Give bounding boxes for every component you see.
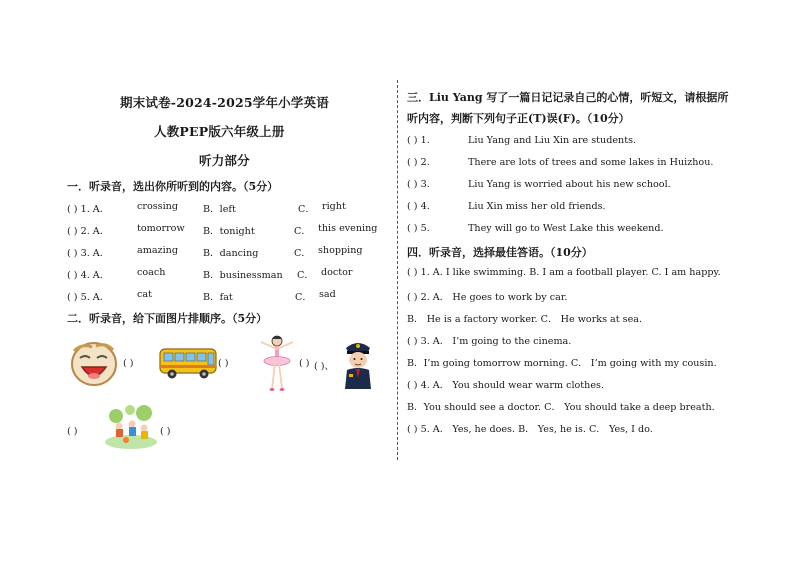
option-c-label: C． [298, 204, 315, 215]
column-divider [397, 80, 398, 460]
statement-text: There are lots of trees and some lakes in Huizhou. [468, 157, 714, 168]
question-line: ( ) 2. A． He goes to work by car. [407, 292, 568, 303]
option-c: this evening [318, 223, 378, 234]
question-line: B． He is a factory worker. C． He works at sea. [407, 314, 643, 325]
listening-section-title: 听力部分 [199, 153, 250, 168]
question-line: B．You should see a doctor. C． You should take a deep breath. [407, 402, 715, 413]
picture-answer-blank[interactable]: ( )、 [314, 361, 335, 372]
option-b: B．dancing [203, 248, 259, 259]
question-line: ( ) 5. A． Yes, he does. B． Yes, he is. C． Yes, I do. [407, 424, 653, 435]
laughing-face-picture [66, 337, 120, 389]
option-b: B．fat [203, 292, 233, 303]
picture-answer-blank[interactable]: ( ) [218, 358, 229, 369]
option-c: right [322, 201, 346, 212]
part3-heading: 三．Liu Yang 写了一篇日记记录自己的心情，听短文，请根据所 [407, 91, 729, 104]
picture-answer-blank[interactable]: ( ) [67, 426, 78, 437]
police-officer-picture [340, 338, 376, 390]
option-b: B．left [203, 204, 236, 215]
option-c-label: C． [294, 226, 311, 237]
ballet-dancer-picture [255, 334, 299, 392]
children-playing-picture [104, 404, 158, 450]
picture-answer-blank[interactable]: ( ) [123, 358, 134, 369]
option-b: B．businessman [203, 270, 283, 281]
exam-title: 期末试卷-2024-2025学年小学英语 [120, 95, 329, 110]
option-a: coach [137, 267, 166, 278]
statement-text: They will go to West Lake this weekend. [468, 223, 664, 234]
question-line: B．I’m going tomorrow morning. C． I’m going with my cousin. [407, 358, 717, 369]
answer-blank[interactable]: ( ) 2. A． [67, 226, 110, 237]
question-line: ( ) 4. A． You should wear warm clothes. [407, 380, 604, 391]
statement-text: Liu Xin miss her old friends. [468, 201, 606, 212]
picture-answer-blank[interactable]: ( ) [299, 358, 310, 369]
answer-blank[interactable]: ( ) 4. [407, 201, 430, 212]
answer-blank[interactable]: ( ) 4. A． [67, 270, 110, 281]
part1-heading: 一．听录音，选出你所听到的内容。（5分） [67, 180, 279, 193]
option-c-label: C． [294, 248, 311, 259]
option-c: doctor [321, 267, 353, 278]
answer-blank[interactable]: ( ) 1. A． [67, 204, 110, 215]
picture-answer-blank[interactable]: ( ) [160, 426, 171, 437]
option-a: crossing [137, 201, 178, 212]
part2-heading: 二．听录音，给下面图片排顺序。（5分） [67, 312, 268, 325]
part4-heading: 四．听录音，选择最佳答语。（10分） [407, 246, 593, 259]
school-bus-picture [158, 346, 218, 380]
question-line: ( ) 3. A． I’m going to the cinema. [407, 336, 572, 347]
option-a: cat [137, 289, 152, 300]
part3-heading-cont: 听内容，判断下列句子正(T)误(F)。（10分） [407, 112, 630, 125]
option-a: amazing [137, 245, 178, 256]
statement-text: Liu Yang is worried about his new school. [468, 179, 671, 190]
option-a: tomorrow [137, 223, 185, 234]
exam-subtitle: 人教PEP版六年级上册 [154, 124, 285, 139]
answer-blank[interactable]: ( ) 5. A． [67, 292, 110, 303]
option-c-label: C． [297, 270, 314, 281]
answer-blank[interactable]: ( ) 3. [407, 179, 430, 190]
answer-blank[interactable]: ( ) 3. A． [67, 248, 110, 259]
answer-blank[interactable]: ( ) 5. [407, 223, 430, 234]
question-line: ( ) 1. A. I like swimming. B. I am a football player. C. I am happy. [407, 267, 721, 278]
answer-blank[interactable]: ( ) 2. [407, 157, 430, 168]
option-c: sad [319, 289, 336, 300]
option-c-label: C． [295, 292, 312, 303]
statement-text: Liu Yang and Liu Xin are students. [468, 135, 637, 146]
option-b: B．tonight [203, 226, 255, 237]
answer-blank[interactable]: ( ) 1. [407, 135, 430, 146]
option-c: shopping [318, 245, 363, 256]
